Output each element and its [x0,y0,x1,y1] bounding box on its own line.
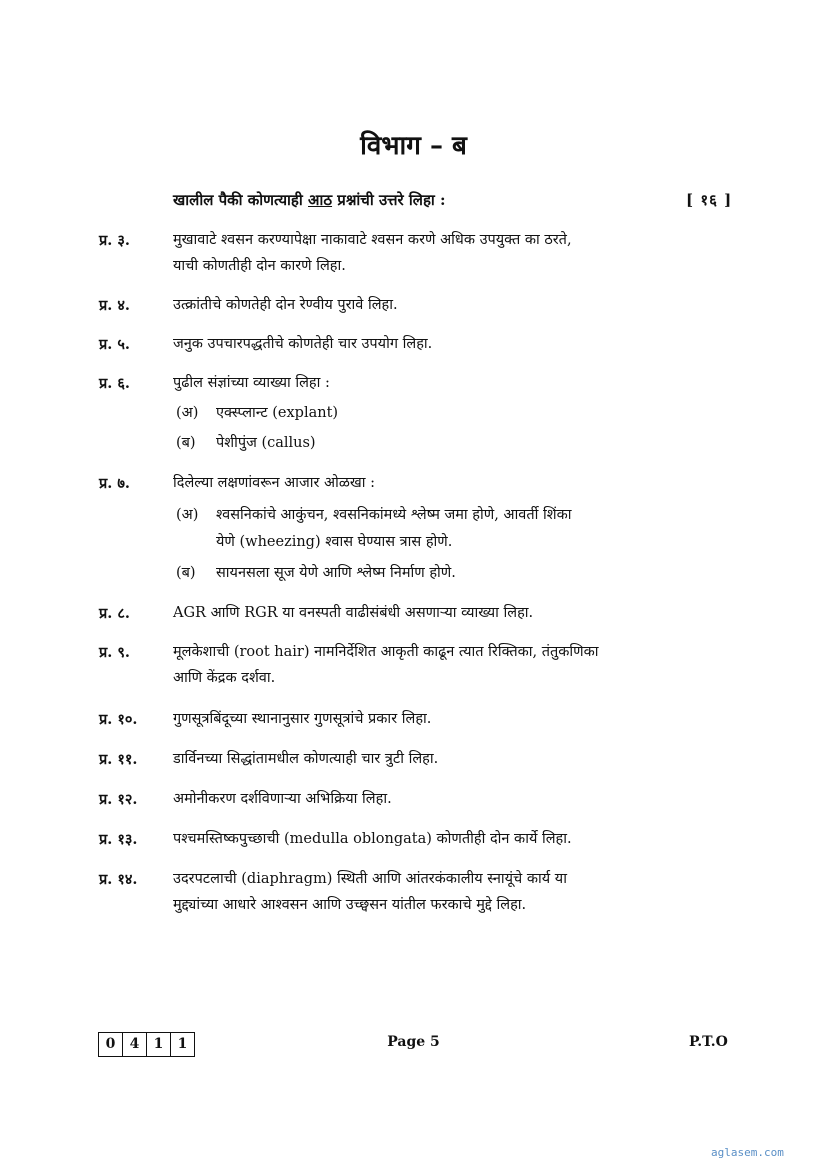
question-number: प्र. ७. [99,475,130,492]
question-number: प्र. १०. [99,711,138,728]
section-title: विभाग – ब [360,131,467,161]
question-number: प्र. १३. [99,831,138,848]
code-digit: 4 [122,1033,146,1056]
question-text: उदरपटलाची (diaphragm) स्थिती आणि आंतरकंकालीय स्नायूंचे कार्य या मुद्द्यांच्या आधारे आश्वसन आणि उच्छ्वसन यांतील फरकाचे मुद्दे लिहा. [173,871,567,913]
question-number: प्र. १२. [99,791,138,808]
question-text: मूलकेशाची (root hair) नामनिर्देशित आकृती काढून त्यात रिक्तिका, तंतुकणिका आणि केंद्रक दर्शवा. [173,644,599,686]
question-number: प्र. ११. [99,751,138,768]
question-number: प्र. ८. [99,605,130,622]
question-text: जनुक उपचारपद्धतीचे कोणतेही चार उपयोग लिहा. [173,336,433,352]
sub-question: (अ) एक्स्प्लान्ट (explant) [176,405,339,421]
sub-question: (अ) श्वसनिकांचे आकुंचन, श्वसनिकांमध्ये श्लेष्म जमा होणे, आवर्ती शिंका [176,507,572,523]
sub-question: (ब) सायनसला सूज येणे आणि श्लेष्म निर्माण होणे. [176,565,456,581]
question-text: गुणसूत्रबिंदूच्या स्थानानुसार गुणसूत्रांचे प्रकार लिहा. [173,711,432,727]
code-digit: 1 [146,1033,170,1056]
watermark: aglasem.com [711,1146,784,1159]
instruction: खालील पैकी कोणत्याही आठ प्रश्नांची उत्तरे लिहा : [173,191,446,209]
question-number: प्र. ६. [99,375,130,392]
question-text: AGR आणि RGR या वनस्पती वाढीसंबंधी असणाऱ्या व्याख्या लिहा. [173,605,534,621]
question-text: अमोनीकरण दर्शविणाऱ्या अभिक्रिया लिहा. [173,791,392,807]
question-number: प्र. ४. [99,297,130,314]
pto-label: P.T.O [689,1034,728,1050]
question-number: प्र. ५. [99,336,130,353]
question-text: डार्विनच्या सिद्धांतामधील कोणत्याही चार त्रुटी लिहा. [173,751,439,767]
code-digit: 0 [105,1036,116,1052]
sub-question-continued: येणे (wheezing) श्वास घेण्यास त्रास होणे. [216,534,453,550]
question-number: प्र. ३. [99,232,130,249]
code-digit: 1 [170,1033,194,1056]
question-text: पुढील संज्ञांच्या व्याख्या लिहा : [173,375,330,391]
question-text: दिलेल्या लक्षणांवरून आजार ओळखा : [173,475,375,491]
question-text: पश्चमस्तिष्कपुच्छाची (medulla oblongata) कोणतीही दोन कार्ये लिहा. [173,831,572,847]
question-text: मुखावाटे श्वसन करण्यापेक्षा नाकावाटे श्वसन करणे अधिक उपयुक्त का ठरते, याची कोणतीही दोन कारणे लिहा. [173,232,572,274]
question-number: प्र. १४. [99,871,138,888]
sub-question: (ब) पेशीपुंज (callus) [176,435,316,451]
question-text: उत्क्रांतीचे कोणतेही दोन रेण्वीय पुरावे लिहा. [173,297,398,313]
page-number: Page 5 [387,1034,440,1050]
total-marks: [ १६ ] [686,191,733,209]
question-number: प्र. ९. [99,644,130,661]
